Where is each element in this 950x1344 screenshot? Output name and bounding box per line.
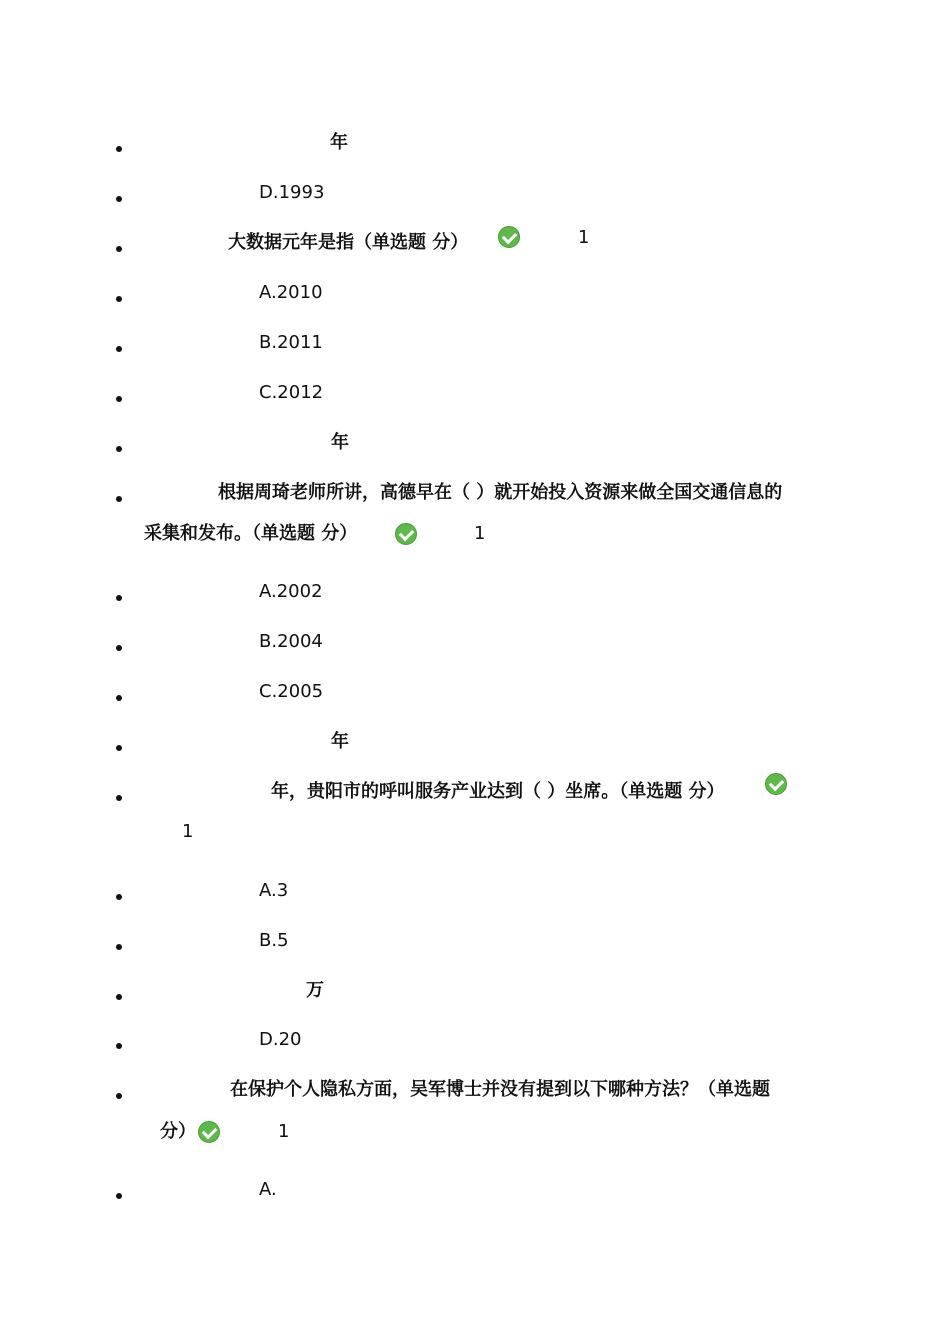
list-item bbox=[0, 124, 950, 164]
list-item bbox=[0, 174, 950, 214]
item-text: 万 bbox=[306, 980, 324, 1001]
question-score: 1 bbox=[182, 821, 194, 842]
option-text: C.2005 bbox=[259, 681, 324, 702]
bullet-icon bbox=[116, 894, 122, 900]
check-circle-icon bbox=[765, 773, 787, 795]
list-item bbox=[0, 922, 950, 962]
question-item bbox=[0, 224, 950, 264]
list-item bbox=[0, 872, 950, 912]
bullet-icon bbox=[116, 994, 122, 1000]
option-text: A.2002 bbox=[259, 581, 323, 602]
item-text: 年 bbox=[331, 432, 349, 453]
list-item bbox=[0, 274, 950, 314]
question-text: 在保护个人隐私方面，吴军博士并没有提到以下哪种方法？（单选题 bbox=[230, 1079, 770, 1100]
check-circle-icon bbox=[498, 226, 520, 248]
list-item bbox=[0, 723, 950, 763]
question-text: 大数据元年是指（单选题 分） bbox=[228, 232, 469, 253]
question-score: 1 bbox=[474, 523, 486, 544]
bullet-icon bbox=[116, 346, 122, 352]
list-item bbox=[0, 573, 950, 613]
bullet-icon bbox=[116, 296, 122, 302]
check-circle-icon bbox=[198, 1121, 220, 1143]
bullet-icon bbox=[116, 446, 122, 452]
option-text: C.2012 bbox=[259, 382, 324, 403]
bullet-icon bbox=[116, 396, 122, 402]
option-text: B.5 bbox=[259, 930, 289, 951]
bullet-icon bbox=[116, 1093, 122, 1099]
bullet-icon bbox=[116, 146, 122, 152]
option-text: D.1993 bbox=[259, 182, 325, 203]
question-text: 根据周琦老师所讲，高德早在（ ）就开始投入资源来做全国交通信息的 bbox=[218, 482, 783, 503]
bullet-icon bbox=[116, 595, 122, 601]
option-text: A.3 bbox=[259, 880, 289, 901]
list-item bbox=[0, 673, 950, 713]
bullet-icon bbox=[116, 795, 122, 801]
list-item bbox=[0, 623, 950, 663]
item-text: 年 bbox=[331, 731, 349, 752]
list-item bbox=[0, 374, 950, 414]
check-circle-icon bbox=[395, 523, 417, 545]
question-score: 1 bbox=[278, 1121, 290, 1142]
list-item bbox=[0, 972, 950, 1012]
bullet-icon bbox=[116, 745, 122, 751]
question-text-continued: 采集和发布。（单选题 分） bbox=[144, 523, 358, 544]
item-text: 年 bbox=[330, 132, 348, 153]
question-item bbox=[0, 1071, 950, 1161]
bullet-icon bbox=[116, 944, 122, 950]
bullet-icon bbox=[116, 1193, 122, 1199]
option-text: D.20 bbox=[259, 1029, 302, 1050]
option-text: A.2010 bbox=[259, 282, 323, 303]
list-item bbox=[0, 424, 950, 464]
question-item bbox=[0, 773, 950, 853]
bullet-icon bbox=[116, 496, 122, 502]
bullet-icon bbox=[116, 645, 122, 651]
list-item bbox=[0, 324, 950, 364]
question-score: 1 bbox=[578, 227, 590, 248]
question-text: 年，贵阳市的呼叫服务产业达到（ ）坐席。（单选题 分） bbox=[271, 781, 725, 802]
list-item bbox=[0, 1171, 950, 1211]
bullet-icon bbox=[116, 196, 122, 202]
option-text: B.2004 bbox=[259, 631, 323, 652]
question-item bbox=[0, 474, 950, 564]
bullet-icon bbox=[116, 1043, 122, 1049]
bullet-icon bbox=[116, 246, 122, 252]
option-text: B.2011 bbox=[259, 332, 323, 353]
list-item bbox=[0, 1021, 950, 1061]
bullet-icon bbox=[116, 695, 122, 701]
question-text-continued: 分） bbox=[160, 1121, 196, 1142]
option-text: A. bbox=[259, 1179, 277, 1200]
